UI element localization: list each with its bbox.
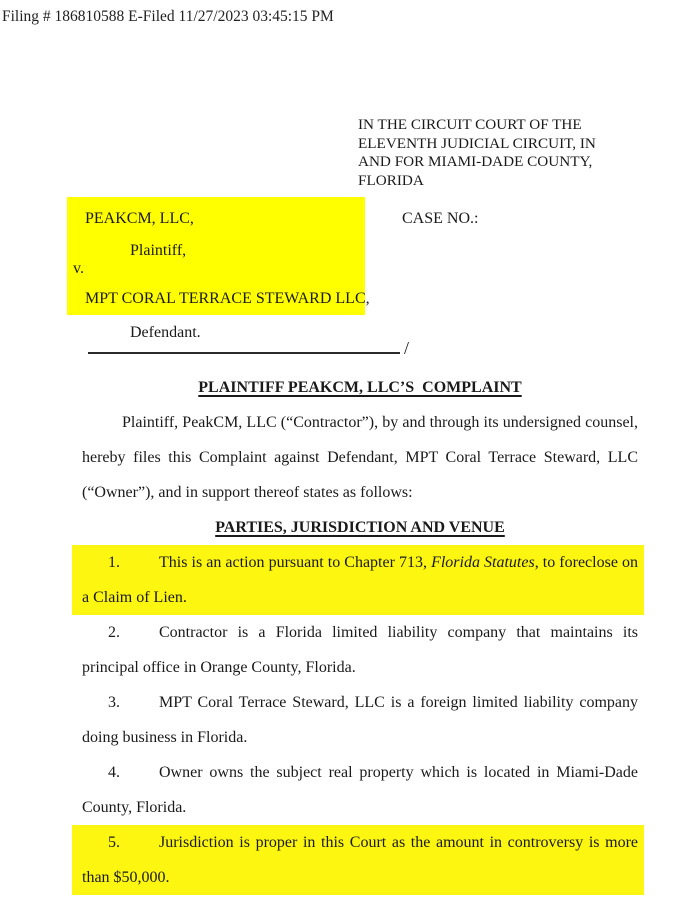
- court-name-line: FLORIDA: [358, 171, 424, 189]
- highlight-paragraph-1: [72, 545, 644, 615]
- plaintiff-role-label: Plaintiff,: [130, 242, 187, 259]
- court-name-line: ELEVENTH JUDICIAL CIRCUIT, IN: [358, 134, 596, 152]
- paragraph-number: 5.: [108, 834, 120, 851]
- section-heading: PARTIES, JURISDICTION AND VENUE: [215, 519, 505, 536]
- italic-citation: Florida Statutes: [431, 554, 535, 571]
- document-title: PLAINTIFF PEAKCM, LLC’S COMPLAINT: [198, 379, 522, 396]
- court-name-line: IN THE CIRCUIT COURT OF THE: [358, 116, 582, 133]
- versus-label: v.: [73, 260, 84, 277]
- paragraph-number: 4.: [108, 764, 120, 781]
- numbered-paragraph: 1. This is an action pursuant to Chapter 713, Florida Statutes, to foreclose on a Claim of Lien.: [82, 554, 638, 606]
- numbered-paragraph: 2. Contractor is a Florida limited liability company that maintains its principal office in Orange County, Florida.: [82, 624, 638, 676]
- plaintiff-name: PEAKCM, LLC,: [85, 210, 194, 227]
- defendant-role-label: Defendant.: [130, 324, 201, 341]
- paragraph-number: 1.: [108, 554, 120, 571]
- intro-paragraph: Plaintiff, PeakCM, LLC (“Contractor”), by and through its undersigned counsel, hereby files this Complaint against Defendant, MPT Coral Terrace Steward, LLC (“Owner”), and in support thereof states as follows:: [82, 414, 638, 501]
- numbered-paragraph: 5. Jurisdiction is proper in this Court as the amount in controversy is more than $50,000.: [82, 834, 638, 886]
- case-number-label: CASE NO.:: [402, 210, 479, 227]
- paragraph-number: 2.: [108, 624, 120, 641]
- court-name-block: [358, 116, 610, 190]
- caption-highlight-block: [67, 197, 370, 315]
- document-body: [82, 370, 638, 895]
- paragraph-number: 3.: [108, 694, 120, 711]
- efiling-stamp: Filing # 186810588 E-Filed 11/27/2023 03:45:15 PM: [2, 8, 334, 25]
- numbered-paragraph: 3. MPT Coral Terrace Steward, LLC is a foreign limited liability company doing business in Florida.: [82, 694, 638, 746]
- highlight-paragraph-5: [72, 825, 644, 895]
- numbered-paragraph: 4. Owner owns the subject real property which is located in Miami-Dade County, Florida.: [82, 764, 638, 816]
- caption-rule-line: [88, 330, 409, 358]
- defendant-name: MPT CORAL TERRACE STEWARD LLC,: [85, 290, 370, 307]
- court-name-line: AND FOR MIAMI-DADE COUNTY,: [358, 153, 593, 170]
- caption-rule-slash: /: [403, 338, 409, 358]
